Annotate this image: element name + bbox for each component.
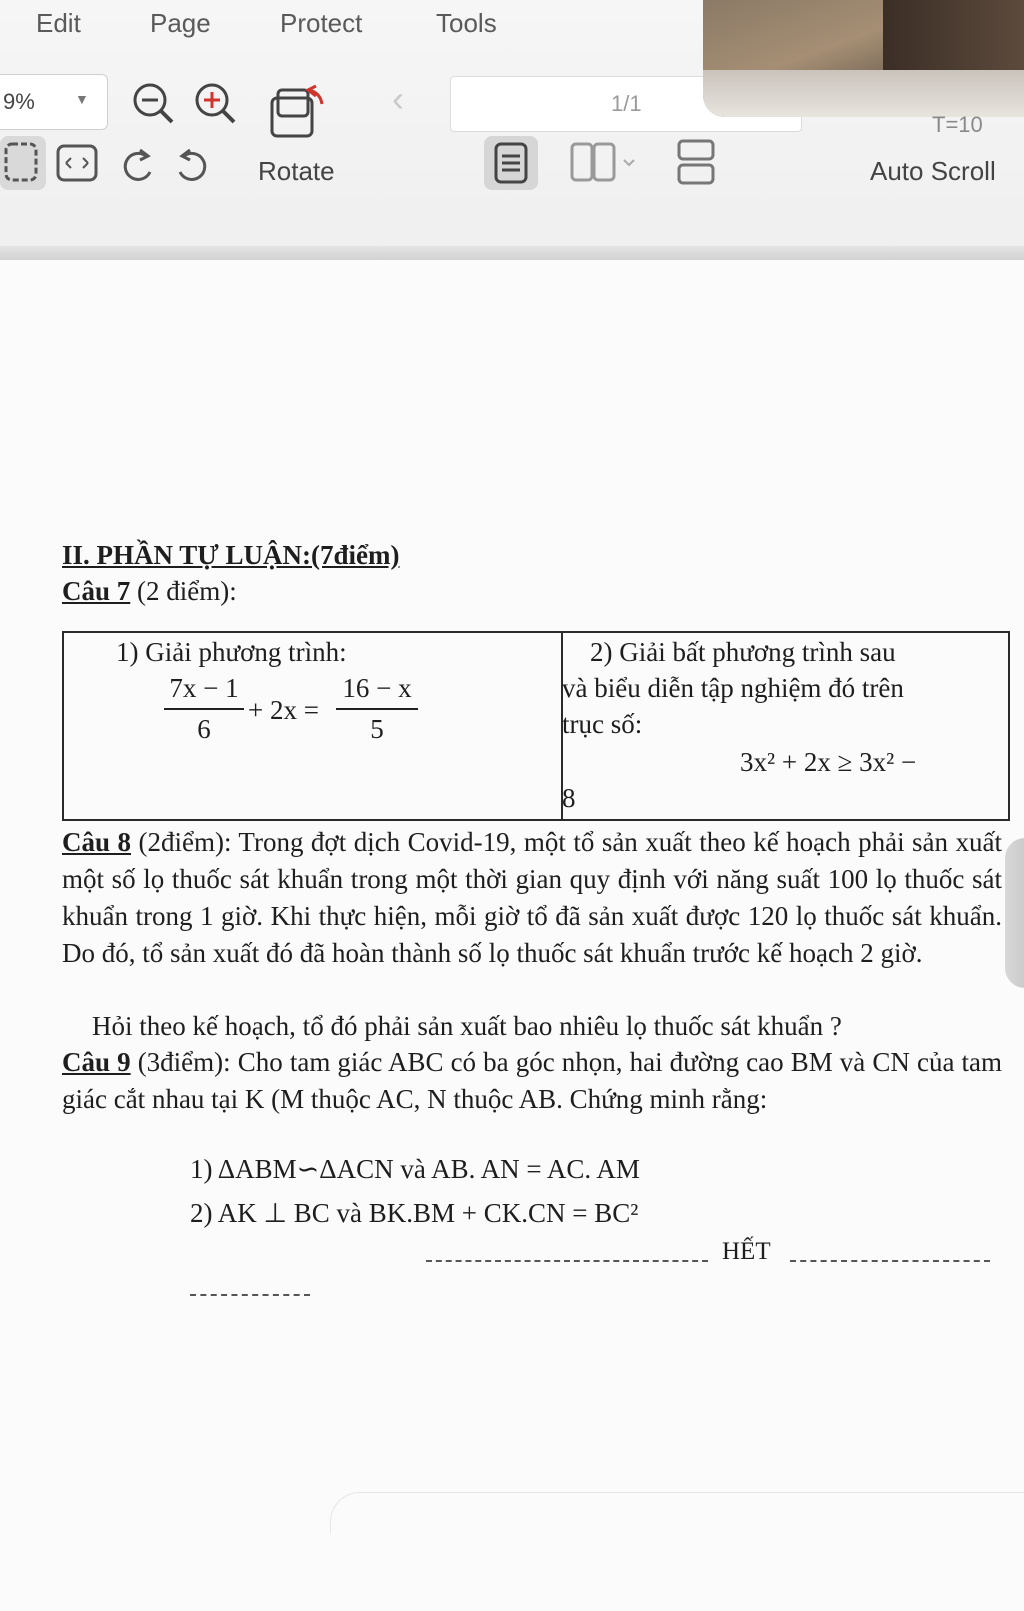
rotate-right-icon[interactable]: [174, 144, 214, 184]
question-8-text: (2điểm): Trong đợt dịch Covid-19, một tổ sản xuất theo kế hoạch phải sản xuất một số lọ thuốc sát khuẩn trong một thời gian quy định với năng suất 100 lọ thuốc sát khuẩn trong 1 giờ. Khi thực hiện, mỗi giờ tổ đã sản xuất được 120 lọ thuốc sát khuẩn. Do đó, tổ sản xuất đó đã hoàn thành số lọ thuốc sát khuẩn trước kế hoạch 2 giờ.: [62, 827, 1003, 968]
menu-protect[interactable]: Protect: [280, 8, 363, 38]
end-label: HẾT: [722, 1238, 771, 1265]
fit-page-icon[interactable]: [0, 136, 46, 190]
cell-2-line-1: 2) Giải bất phương trình sau: [590, 637, 896, 667]
section-heading: II. PHẦN TỰ LUẬN:(7điểm): [62, 540, 400, 570]
rotate-label[interactable]: Rotate: [258, 156, 335, 186]
partial-label: T=10: [932, 112, 983, 137]
cell-2-line-2: và biểu diễn tập nghiệm đó trên: [562, 673, 904, 703]
menu-page[interactable]: Page: [150, 8, 211, 38]
rotate-page-icon[interactable]: [268, 80, 332, 142]
camera-overlay: [703, 0, 1024, 117]
question-9-item-2: 2) AK ⊥ BC và BK.BM + CK.CN = BC²: [190, 1198, 639, 1228]
scroll-handle[interactable]: [1005, 838, 1024, 988]
rotate-left-icon[interactable]: [116, 144, 156, 184]
end-dashes-bottom: [190, 1294, 310, 1296]
question-7-table: [62, 631, 1010, 821]
cell-2-inequality: 3x² + 2x ≥ 3x² −: [740, 747, 917, 777]
equation-middle: + 2x =: [248, 695, 319, 725]
question-7-label: Câu 7: [62, 576, 131, 606]
fit-width-icon[interactable]: [56, 144, 100, 184]
equation-fraction-left: 7x − 1 6: [164, 673, 244, 745]
zoom-in-icon[interactable]: [192, 80, 236, 124]
zoom-value: 9%: [3, 89, 35, 114]
menu-edit[interactable]: Edit: [36, 8, 81, 38]
question-8-question: Hỏi theo kế hoạch, tổ đó phải sản xuất bao nhiêu lọ thuốc sát khuẩn ?: [92, 1011, 842, 1041]
chevron-down-icon: ▼: [75, 91, 89, 107]
question-9-text: (3điểm): Cho tam giác ABC có ba góc nhọn, hai đường cao BM và CN của tam giác cắt nhau tại K (M thuộc AC, N thuộc AB. Chứng minh rằng:: [62, 1047, 1003, 1114]
page-indicator: 1/1: [611, 91, 642, 116]
end-dashes-left: [426, 1260, 708, 1262]
cell-2-line-3: trục số:: [562, 709, 643, 739]
question-7-points: (2 điểm):: [130, 576, 237, 606]
equation-fraction-right: 16 − x 5: [336, 673, 418, 745]
cell-1-title: 1) Giải phương trình:: [116, 637, 347, 667]
toolbar-divider: [0, 246, 1024, 260]
document-page: [0, 260, 1024, 1611]
toolbar: [0, 0, 1024, 258]
page-edge: [330, 1492, 1024, 1533]
zoom-select[interactable]: [0, 74, 108, 130]
previous-page-icon[interactable]: ‹: [392, 78, 404, 119]
question-8-label: Câu 8: [62, 827, 131, 857]
question-9-paragraph: [62, 1044, 1002, 1118]
question-8-paragraph: [62, 824, 1002, 972]
continuous-view-icon[interactable]: [676, 138, 718, 188]
zoom-out-icon[interactable]: [130, 80, 174, 124]
end-dashes-right: [790, 1260, 990, 1262]
cell-2-inequality-end: 8: [562, 783, 576, 813]
two-page-view-icon[interactable]: [570, 140, 638, 186]
menu-tools[interactable]: Tools: [436, 8, 497, 38]
auto-scroll-button[interactable]: Auto Scroll: [870, 156, 996, 186]
question-9-label: Câu 9: [62, 1047, 131, 1077]
question-9-item-1: 1) ΔABM∽ΔACN và AB. AN = AC. AM: [190, 1154, 640, 1184]
question-7-title: [62, 576, 237, 607]
single-page-view-icon[interactable]: [484, 136, 538, 190]
